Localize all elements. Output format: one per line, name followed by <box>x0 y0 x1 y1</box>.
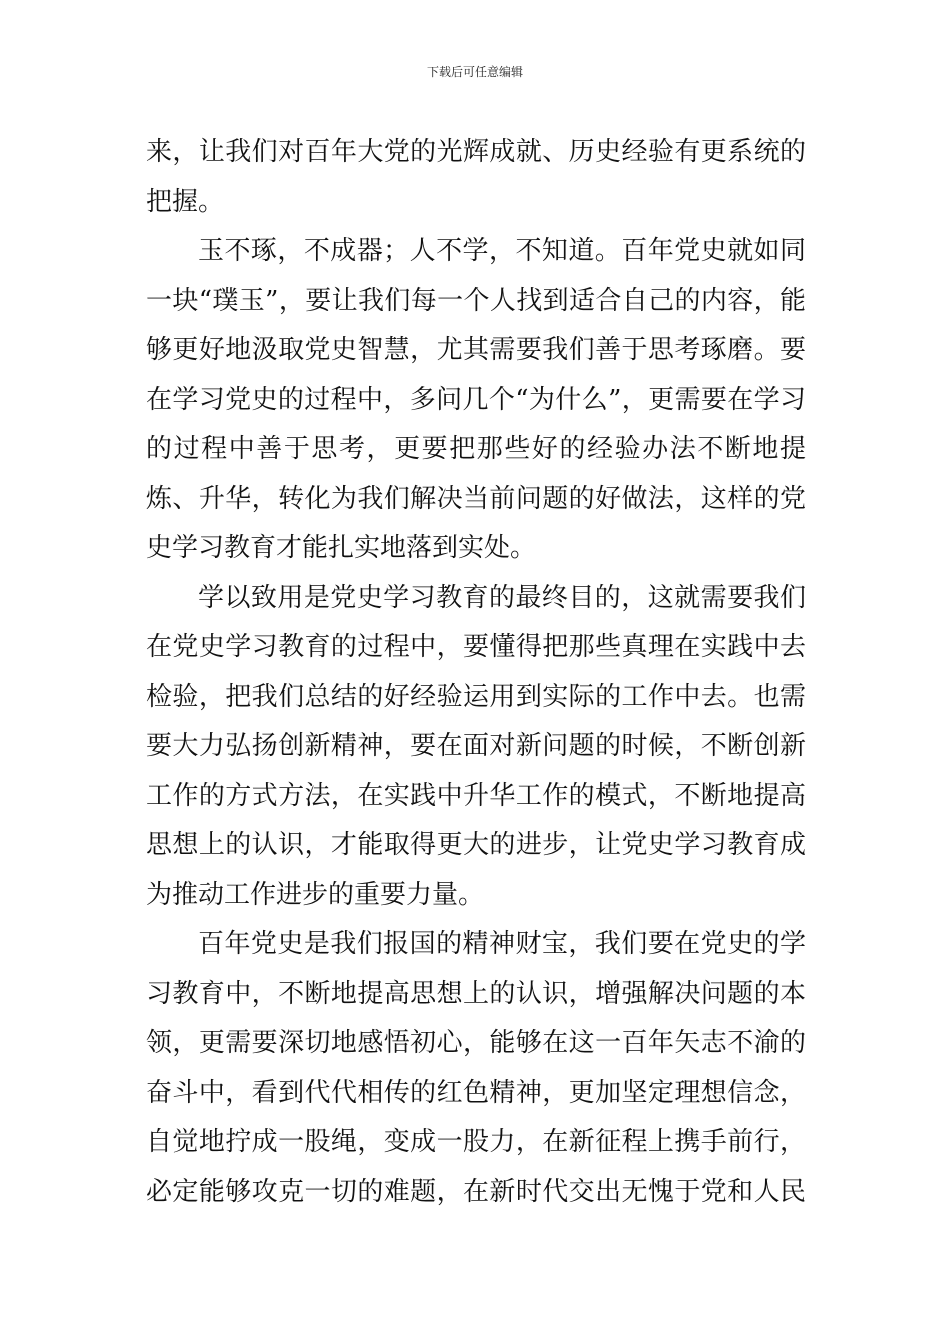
page-header: 下载后可任意编辑 <box>426 65 523 79</box>
paragraph-4: 百年党史是我们报国的精神财宝，我们要在党史的学习教育中，不断地提高思想上的认识，增强解决问题的本领，更需要深切地感悟初心，能够在这一百年矢志不渝的奋斗中，看到代代相传的红色精神，更加坚定理想信念，自觉地拧成一股绳，变成一股力，在新征程上携手前行，必定能够攻克一切的难题，在新时代交出无愧于党和人民 <box>146 929 806 1207</box>
paragraph-3: 学以致用是党史学习教育的最终目的，这就需要我们在党史学习教育的过程中，要懂得把那些真理在实践中去检验，把我们总结的好经验运用到实际的工作中去。也需要大力弘扬创新精神，要在面对新问题的时候，不断创新工作的方式方法，在实践中升华工作的模式，不断地提高思想上的认识，才能取得更大的进步，让党史学习教育成为推动工作进步的重要力量。 <box>146 582 806 910</box>
document-body <box>146 128 806 1217</box>
paragraph-2: 玉不琢，不成器；人不学，不知道。百年党史就如同一块“璞玉”，要让我们每一个人找到适合自己的内容，能够更好地汲取党史智慧，尤其需要我们善于思考琢磨。要在学习党史的过程中，多问几个“为什么”，更需要在学习的过程中善于思考，更要把那些好的经验办法不断地提炼、升华，转化为我们解决当前问题的好做法，这样的党史学习教育才能扎实地落到实处。 <box>146 236 806 563</box>
paragraph-1: 来，让我们对百年大党的光辉成就、历史经验有更系统的把握。 <box>146 137 806 217</box>
